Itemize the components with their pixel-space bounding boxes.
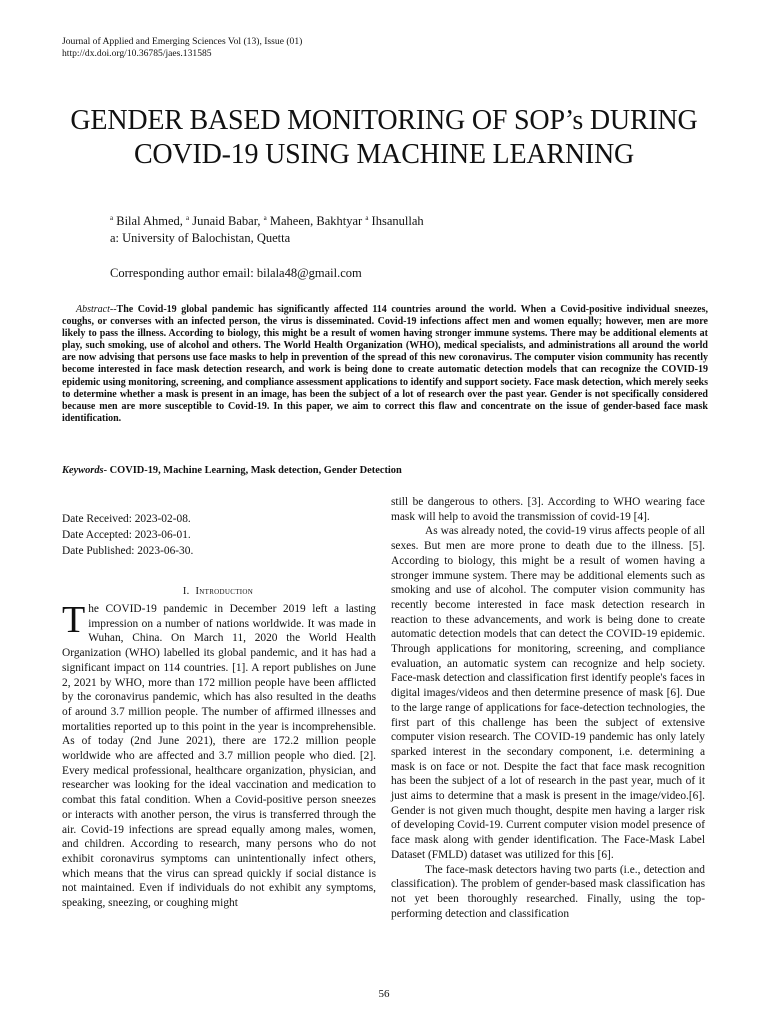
drop-cap: T — [62, 599, 86, 641]
abstract-text: The Covid-19 global pandemic has significantly affected 114 countries around the world. When a Covid-positive individual sneezes, coughs, or converses with an infected person, the virus is disseminated. Covid-19 infections affect men and women equally; however, men are more likely to pass the illness. According to biology, this might be a result of women having stronger immune systems. There may be additional elements at play, such smoking, use of alcohol and others. The World Health Organization (WHO), medical specialists, and administrations all around the world are now advising that persons use face masks to help in prevention of the spread of this new coronavirus. The computer vision community has recently become interested in face mask detection research, and work is being done to create automatic detection models that can recognize the COVID-19 epidemic using monitoring, screening, and compliance assessment applications to identify and support society. Face mask detection, which merely seeks to determine whether a mask is present in an image, has been the subject of a lot of research over the past year. Gender is not specifically considered because men are more susceptible to Covid-19. In this paper, we aim to correct this flaw and concentrate on the issue of gender-based face mask identification. — [62, 304, 708, 424]
page-number: 56 — [378, 988, 390, 1000]
journal-name: Journal of Applied and Emerging Sciences Vol (13), Issue (01) — [62, 36, 303, 47]
journal-header — [62, 36, 302, 60]
publication-dates — [62, 511, 193, 559]
affiliation: a: University of Balochistan, Quetta — [110, 231, 291, 246]
date-accepted: Date Accepted: 2023-06-01. — [62, 529, 191, 541]
keywords-text: COVID-19, Machine Learning, Mask detection, Gender Detection — [109, 465, 402, 476]
section-title: Introduction — [195, 586, 254, 597]
abstract — [62, 304, 708, 425]
keywords — [62, 465, 402, 476]
section-number: I. — [182, 586, 190, 597]
intro-paragraph-continued: still be dangerous to others. [3]. According to WHO wearing face mask will help to avoid the transmission of covid-19 [4]. — [391, 496, 705, 523]
section-heading-introduction — [62, 586, 374, 597]
author-list: $^a$ Bilal Ahmed, $^a$ Junaid Babar, $^a$ Maheen, Bakhtyar $^a$ Ihsanullah — [110, 214, 424, 229]
doi-link[interactable]: http://dx.doi.org/10.36785/jaes.131585 — [62, 48, 212, 59]
intro-paragraph-3: The face-mask detectors having two parts (i.e., detection and classification). The problem of gender-based mask classification has not yet been thoroughly researched. Finally, using the top-performing detection and classification — [391, 863, 705, 920]
author-block — [110, 210, 424, 247]
intro-left-column — [62, 599, 376, 911]
abstract-label: Abstract-- — [76, 304, 117, 315]
keywords-label: Keywords- — [62, 465, 110, 476]
intro-right-column — [391, 495, 705, 921]
paper-title: GENDER BASED MONITORING OF SOP’s DURING COVID-19 USING MACHINE LEARNING — [70, 105, 698, 170]
intro-paragraph-1: he COVID-19 pandemic in December 2019 left a lasting impression on a number of nations worldwide. It was made in Wuhan, China. On March 11, 2020 the World Health Organization (WHO) labelled its global pandemic, and it has had a significant impact on 114 countries. [1]. A report publishes on June 2, 2021 by WHO, more than 172 million people have been afflicted by the coronavirus pandemic, which has also resulted in the deaths of around 3.7 million people. The number of affirmed illnesses and mortalities reported up to this point in the year is incomprehensible. As of today (2nd June 2021), there are 172.2 million people worldwide who are affected and 3.7 million people who died. [2]. Every medical professional, healthcare organization, physician, and researcher was looking for the ideal vaccination and medication to combat this fatal condition. When a Covid-positive person sneezes or interacts with another person, the virus is transferred through the air. Covid-19 infections are spread equally among males, women, and children. According to research, many persons who do not exhibit coronavirus symptoms can unintentionally infect others, which means that the virus can spread quickly if social distance is not maintained. Even if individuals do not exhibit any symptoms, speaking, sneezing, or coughing might — [62, 603, 376, 910]
date-published: Date Published: 2023-06-30. — [62, 545, 194, 557]
intro-paragraph-2: As was already noted, the covid-19 virus affects people of all sexes. But men are more prone to death due to the illness. [5]. According to biology, this might be a result of women having a stronger immune system. There may be additional elements such as smoking and use of alcohol. The computer vision community has recently become interested in face mask detection research in reaction to these advancements, and work is being done to create automatic detection models that can detect the COVID-19 epidemic. Through applications for monitoring, screening, and compliance evaluation, an automatic system can recognize and help society. Face-mask detection and classification first identify people's faces in digital images/videos and then determine presence of mask [6]. Due to the large range of applications for face-detection technologies, the first part of this challenge has been the subject of extensive computer vision research. The COVID-19 pandemic has only lately sparked interest in the secondary component, i.e. determining a mask is on face or not. Despite the fact that face mask recognition has been the subject of a lot of research in the past year, much of it just aims to determine that a mask is present in the image/video.[6]. Gender is not given much thought, despite men having a larger risk of developing Covid-19. Current computer vision model presence of face mask along with gender identification. The Face-Mask Label Dataset (FMLD) dataset was utilized for this [6]. — [391, 525, 705, 861]
corresponding-email: Corresponding author email: bilala48@gmail.com — [110, 266, 362, 280]
date-received: Date Received: 2023-02-08. — [62, 513, 191, 525]
